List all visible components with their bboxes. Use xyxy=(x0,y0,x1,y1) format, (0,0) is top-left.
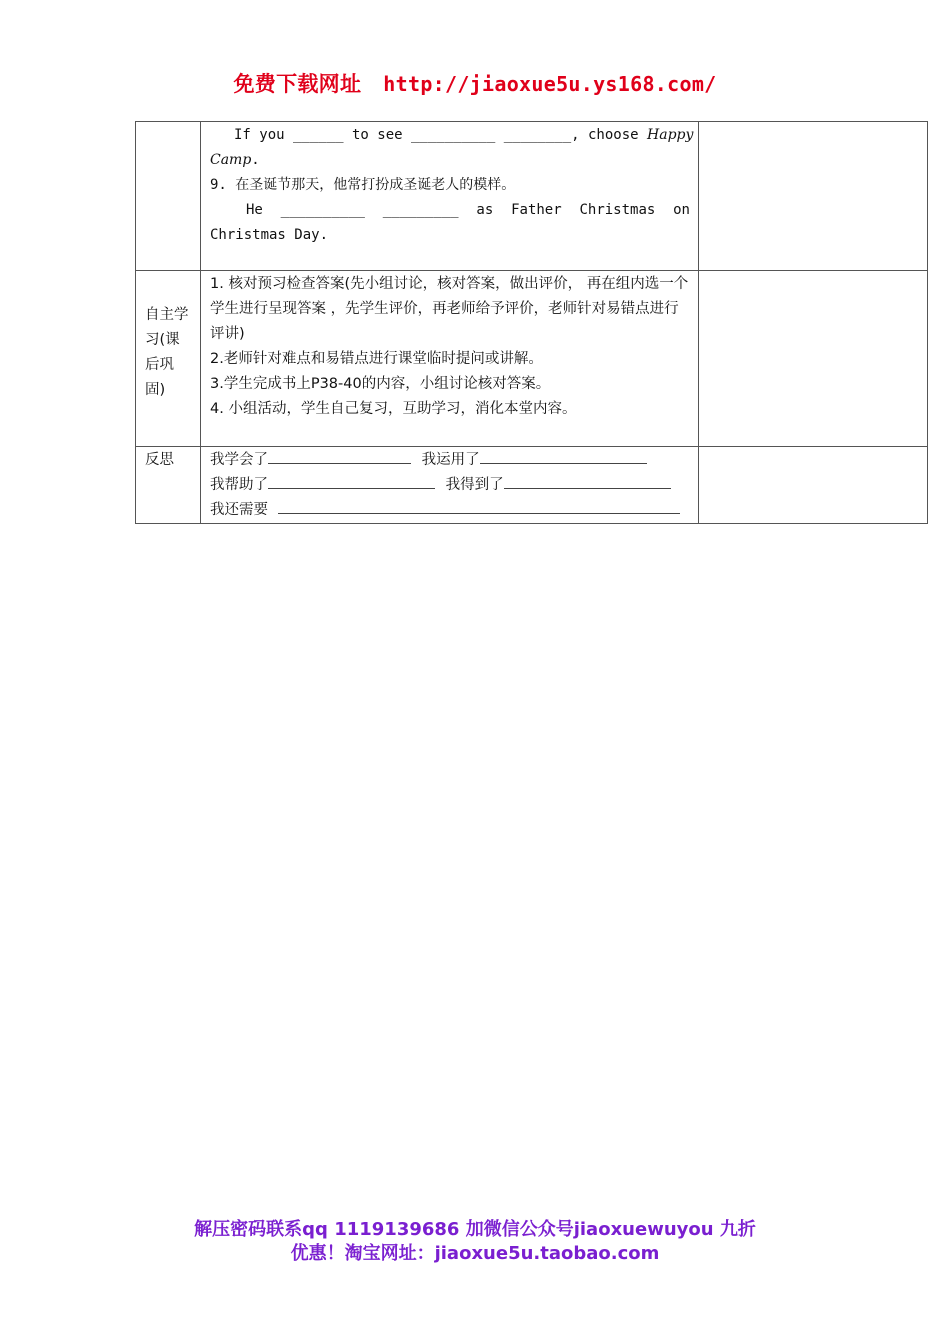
exercise-line: If you ______ to see __________ ________, choose Happy xyxy=(234,127,694,143)
learned-field[interactable] xyxy=(268,448,411,464)
list-item: 2.老师针对难点和易错点进行课堂临时提问或讲解。 xyxy=(210,351,543,367)
header-site-label: 免费下载网址 xyxy=(233,72,362,96)
list-item: 1. 核对预习检查答案(先小组讨论，核对答案，做出评价， 再在组内选一个学生进行呈现答案 ，先学生评价，再老师给予评价，老师针对易错点进行评讲) xyxy=(210,276,689,342)
reflection-label: 反思 xyxy=(145,452,174,468)
row2-content-cell xyxy=(201,271,699,447)
got-label: 我得到了 xyxy=(445,477,504,493)
list-item: 4. 小组活动，学生自己复习，互助学习，消化本堂内容。 xyxy=(210,401,577,417)
download-header xyxy=(0,68,950,98)
reflection-line xyxy=(210,448,690,473)
contact-footer xyxy=(0,1218,950,1266)
need-label: 我还需要 xyxy=(210,502,268,518)
row2-label-cell xyxy=(136,271,201,447)
footer-line-1: 解压密码联系qq 1119139686 加微信公众号jiaoxuewuyou 九折 xyxy=(194,1219,756,1240)
row3-notes-cell xyxy=(699,447,928,524)
list-item: 3.学生完成书上P38-40的内容，小组讨论核对答案。 xyxy=(210,376,551,392)
footer-line-2: 优惠！淘宝网址：jiaoxue5u.taobao.com xyxy=(290,1243,660,1264)
self-study-label: 自主学习(课后巩固) xyxy=(145,306,189,398)
row3-label-cell xyxy=(136,447,201,524)
row1-label-cell xyxy=(136,122,201,271)
reflection-line xyxy=(210,473,690,498)
got-field[interactable] xyxy=(504,473,671,489)
header-url-link[interactable]: http://jiaoxue5u.ys168.com/ xyxy=(383,72,717,96)
row3-content-cell xyxy=(201,447,699,524)
exercise-line: Christmas Day. xyxy=(210,227,329,243)
reflection-line xyxy=(210,498,690,523)
helped-field[interactable] xyxy=(268,473,435,489)
exercise-item-9: 9. 在圣诞节那天，他常打扮成圣诞老人的模样。 xyxy=(210,177,516,193)
row2-notes-cell xyxy=(699,271,928,447)
learned-label: 我学会了 xyxy=(210,452,268,468)
table-row xyxy=(136,447,928,524)
row1-notes-cell xyxy=(699,122,928,271)
row1-content-cell xyxy=(201,122,699,271)
need-field[interactable] xyxy=(278,498,680,514)
helped-label: 我帮助了 xyxy=(210,477,268,493)
applied-field[interactable] xyxy=(480,448,647,464)
exercise-line: Camp. xyxy=(210,152,260,168)
table-row xyxy=(136,271,928,447)
table-row xyxy=(136,122,928,271)
applied-label: 我运用了 xyxy=(421,452,480,468)
lesson-table xyxy=(135,121,928,524)
exercise-line: He __________ _________ as Father Christmas on xyxy=(246,202,690,218)
